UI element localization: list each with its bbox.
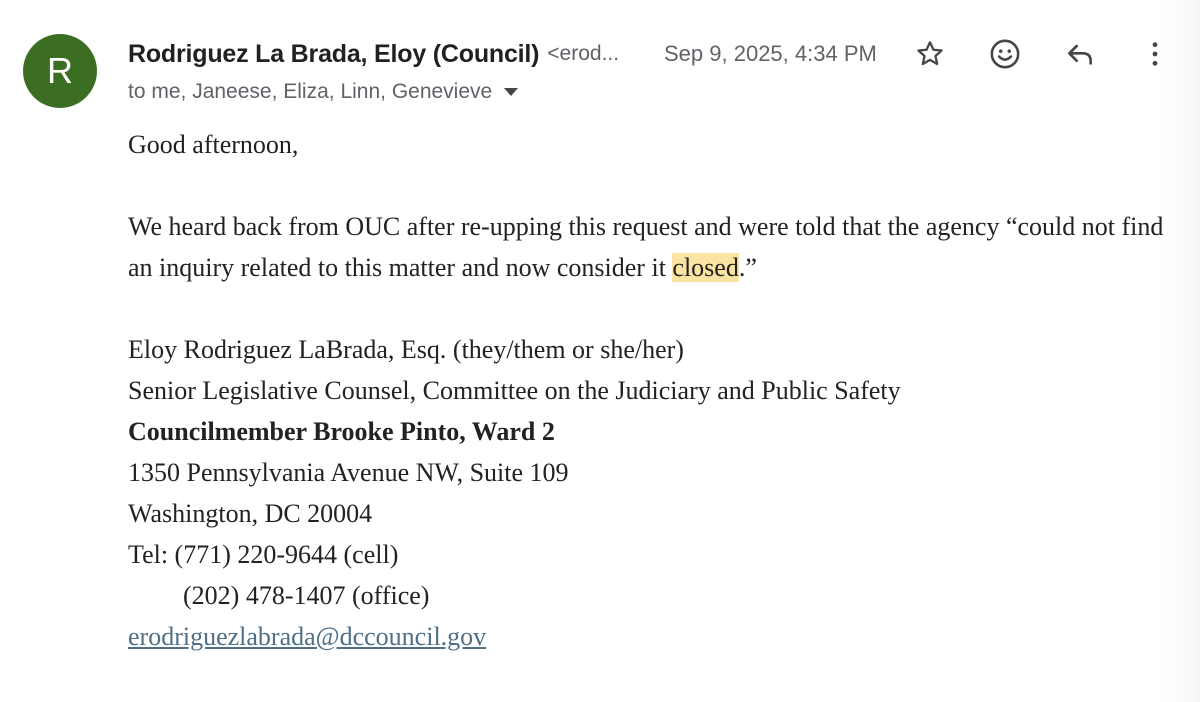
message-date[interactable]: Sep 9, 2025, 4:34 PM: [664, 41, 877, 66]
signature-email-link[interactable]: erodriguezlabrada@dccouncil.gov: [128, 622, 487, 651]
sender-name[interactable]: Rodriguez La Brada, Eloy (Council): [128, 39, 540, 68]
star-button[interactable]: [910, 34, 950, 74]
star-icon: [914, 38, 946, 70]
recipients-text: to me, Janeese, Eliza, Linn, Genevieve: [128, 80, 493, 103]
add-reaction-button[interactable]: [985, 34, 1025, 74]
paragraph-end: .”: [738, 253, 757, 282]
avatar[interactable]: [23, 34, 97, 108]
sender-line: [128, 36, 619, 72]
sender-email[interactable]: <erod...: [547, 42, 620, 65]
highlighted-word: closed: [672, 253, 739, 282]
body-paragraph: [128, 206, 1188, 288]
signature-office: Councilmember Brooke Pinto, Ward 2: [128, 417, 555, 446]
greeting: Good afternoon,: [128, 130, 299, 159]
signature-address-line2: Washington, DC 20004: [128, 499, 373, 528]
signature-tel-office: (202) 478-1407 (office): [183, 581, 430, 610]
more-vert-icon: [1139, 38, 1171, 70]
more-options-button[interactable]: [1135, 34, 1175, 74]
emoji-icon: [988, 37, 1022, 71]
avatar-letter: R: [47, 50, 73, 91]
signature-title: Senior Legislative Counsel, Committee on the Judiciary and Public Safety: [128, 376, 901, 405]
recipients-line[interactable]: [128, 76, 518, 108]
signature-tel-cell: Tel: (771) 220-9644 (cell): [128, 540, 399, 569]
message-body: [128, 124, 1188, 657]
reply-button[interactable]: [1060, 34, 1100, 74]
signature-address-line1: 1350 Pennsylvania Avenue NW, Suite 109: [128, 458, 569, 487]
chevron-down-icon[interactable]: [504, 88, 518, 96]
signature-name: Eloy Rodriguez LaBrada, Esq. (they/them or she/her): [128, 335, 684, 364]
paragraph-text: We heard back from OUC after re-upping this request and were told that the agency “could not find an inquiry related to this matter and now consider it: [128, 212, 1164, 282]
reply-icon: [1064, 38, 1096, 70]
